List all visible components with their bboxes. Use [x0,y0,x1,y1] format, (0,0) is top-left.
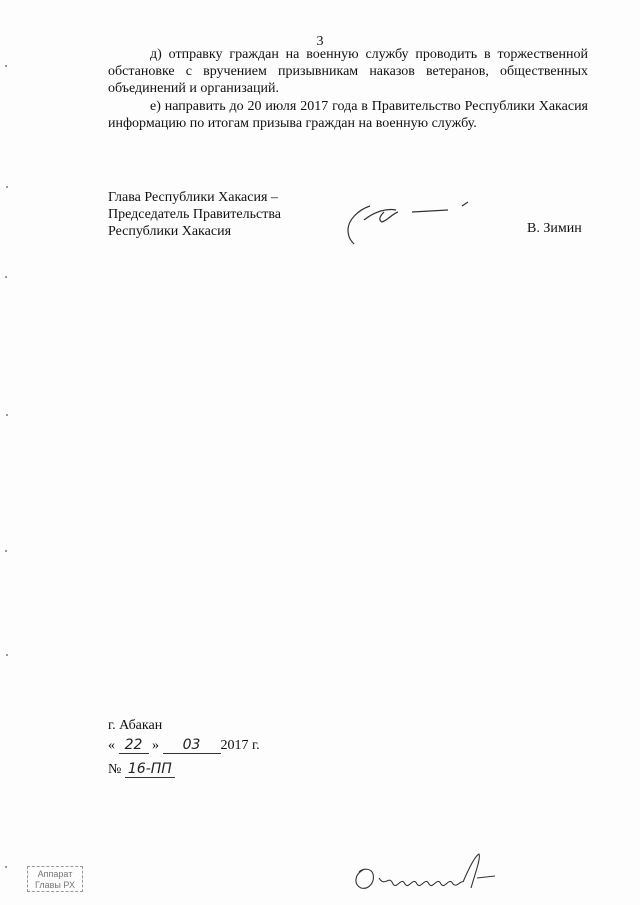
registration-stamp [27,866,83,892]
paragraph-d: д) отправку граждан на военную службу проводить в торжественной обстановке с вручением призывникам наказов ветеранов, общественных объединений и организаций. [108,47,588,96]
stamp-line2: Главы РХ [35,880,75,890]
signatory-title [108,189,281,240]
bottom-handwritten-signature [345,848,505,898]
document-date [108,737,260,754]
signatory-title-line1: Глава Республики Хакасия – [108,190,278,205]
date-month: 03 [163,737,221,754]
signatory-name: В. Зимин [527,221,582,236]
handwritten-signature [340,198,480,250]
stamp-line1: Аппарат [37,869,73,879]
number-value: 16-ПП [125,761,175,778]
number-label: № [108,762,122,777]
signatory-title-line3: Республики Хакасия [108,224,232,239]
date-day: 22 [119,737,149,754]
paragraph-e: е) направить до 20 июля 2017 года в Правительство Республики Хакасия информацию по итогам призыва граждан на военную службу. [108,99,588,131]
document-number [108,761,175,778]
page-number: 3 [316,34,324,49]
date-year: 2017 г. [220,738,260,753]
signatory-title-line2: Председатель Правительства [108,207,281,222]
city: г. Абакан [108,718,163,733]
date-open-quote: « [108,738,115,753]
date-close-quote: » [152,738,159,753]
